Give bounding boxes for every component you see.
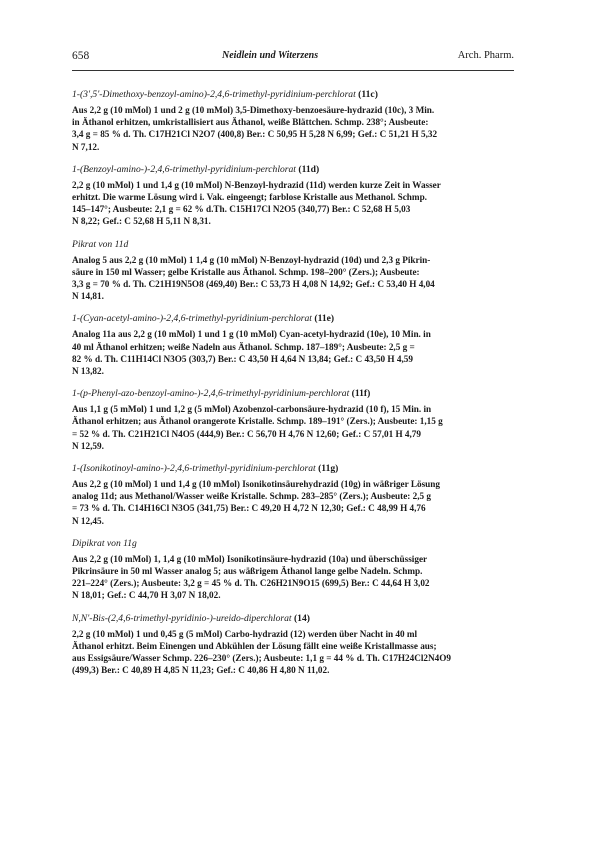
- compound-entry: [72, 388, 520, 452]
- text-line: N 8,22; Gef.: C 52,68 H 5,11 N 8,31.: [72, 216, 211, 227]
- entry-body: [72, 478, 520, 527]
- entry-body: [72, 254, 520, 303]
- text-line: 3,3 g = 70 % d. Th. C21H19N5O8 (469,40) Ber.: C 53,73 H 4,08 N 14,92; Gef.: C 53,40 H 4,04: [72, 279, 435, 290]
- entry-body: [72, 403, 520, 452]
- text-line: (499,3) Ber.: C 40,89 H 4,85 N 11,23; Gef.: C 40,86 H 4,80 N 11,02.: [72, 665, 330, 676]
- compound-id: (11c): [358, 89, 378, 100]
- experimental-section: [72, 89, 520, 688]
- text-line: Analog 11a aus 2,2 g (10 mMol) 1 und 1 g (10 mMol) Cyan-acetyl-hydrazid (10e), 10 Min. in: [72, 329, 431, 340]
- compound-id: (11f): [351, 388, 371, 400]
- text-line: erhitzt. Die warme Lösung wird i. Vak. eingeengt; farblose Kristalle aus Methanol. Schmp.: [72, 192, 427, 203]
- entry-title: [72, 239, 520, 251]
- compound-entry: [72, 164, 520, 228]
- compound-id: (11e): [314, 313, 335, 325]
- entry-body: [72, 179, 520, 228]
- text-line: 221–224° (Zers.); Ausbeute: 3,2 g = 45 % d. Th. C26H21N9O15 (699,5) Ber.: C 44,64 H 3,02: [72, 578, 430, 589]
- text-line: N 12,59.: [72, 440, 104, 451]
- entry-title: [72, 313, 520, 325]
- text-line: Aus 2,2 g (10 mMol) 1 und 1,4 g (10 mMol) Isonikotinsäurehydrazid (10g) in wäßriger Lösung: [72, 479, 440, 490]
- entry-title: [72, 613, 520, 625]
- compound-name: 1-(p-Phenyl-azo-benzoyl-amino-)-2,4,6-trimethyl-pyridinium-perchlorat: [72, 388, 350, 400]
- compound-name: Dipikrat von 11g: [72, 537, 137, 549]
- compound-name: N,N'-Bis-(2,4,6-trimethyl-pyridinio-)-ureido-diperchlorat: [72, 612, 292, 624]
- entry-body: [72, 553, 520, 602]
- text-line: 82 % d. Th. C11H14Cl N3O5 (303,7) Ber.: C 43,50 H 4,64 N 13,84; Gef.: C 43,50 H 4,59: [72, 353, 413, 364]
- page-number: 658: [72, 50, 90, 62]
- journal-name: Arch. Pharm.: [457, 50, 514, 61]
- compound-id: (14): [293, 612, 310, 624]
- entry-body: [72, 328, 520, 377]
- text-line: = 73 % d. Th. C14H16Cl N3O5 (341,75) Ber.: C 49,20 H 4,72 N 12,30; Gef.: C 48,99 H 4,76: [72, 503, 426, 514]
- text-line: N 12,45.: [72, 515, 104, 526]
- entry-body: [72, 104, 520, 153]
- text-line: Äthanol erhitzt. Beim Einengen und Abkühlen der Lösung fällt eine weiße Kristallmasse aus;: [72, 640, 437, 651]
- text-line: 2,2 g (10 mMol) 1 und 0,45 g (5 mMol) Carbo-hydrazid (12) werden über Nacht in 40 ml: [72, 628, 418, 639]
- text-line: N 18,01; Gef.: C 44,70 H 3,07 N 18,02.: [72, 590, 221, 601]
- text-line: Äthanol erhitzen; aus Äthanol orangerote Kristalle. Schmp. 189–191° (Zers.); Ausbeute: 1,15 g: [72, 416, 443, 427]
- compound-entry: [72, 313, 520, 377]
- text-line: 3,4 g = 85 % d. Th. C17H21Cl N2O7 (400,8) Ber.: C 50,95 H 5,28 N 6,99; Gef.: C 51,21 H 5,32: [72, 129, 438, 140]
- text-line: Aus 2,2 g (10 mMol) 1 und 2 g (10 mMol) 3,5-Dimethoxy-benzoesäure-hydrazid (10c), 3 Min.: [72, 105, 435, 115]
- text-line: 145–147°; Ausbeute: 2,1 g = 62 % d.Th. C15H17Cl N2O5 (340,77) Ber.: C 52,68 H 5,03: [72, 204, 411, 215]
- text-line: N 13,82.: [72, 366, 104, 377]
- text-line: Pikrinsäure in 50 ml Wasser analog 5; aus wäßrigem Äthanol lange gelbe Nadeln. Schmp.: [72, 566, 423, 577]
- compound-name: Pikrat von 11d: [72, 238, 129, 250]
- page-header: [72, 50, 514, 72]
- compound-name: 1-(Benzoyl-amino-)-2,4,6-trimethyl-pyridinium-perchlorat: [72, 163, 296, 175]
- compound-entry: [72, 89, 520, 153]
- compound-id: (11d): [298, 163, 320, 175]
- compound-entry: [72, 239, 520, 303]
- compound-name: 1-(Cyan-acetyl-amino-)-2,4,6-trimethyl-pyridinium-perchlorat: [72, 313, 312, 325]
- entry-title: [72, 164, 520, 176]
- text-line: analog 11d; aus Methanol/Wasser weiße Kristalle. Schmp. 283–285° (Zers.); Ausbeute: 2,5 g: [72, 491, 432, 502]
- running-head: Neidlein und Witerzens: [222, 50, 319, 61]
- text-line: N 14,81.: [72, 291, 104, 302]
- text-line: Analog 5 aus 2,2 g (10 mMol) 1 1,4 g (10 mMol) N-Benzoyl-hydrazid (10d) und 2,3 g Pikrin-: [72, 254, 431, 265]
- entry-title: [72, 463, 520, 475]
- compound-name: 1-(Isonikotinoyl-amino-)-2,4,6-trimethyl-pyridinium-perchlorat: [72, 463, 316, 475]
- entry-title: [72, 89, 520, 101]
- text-line: = 52 % d. Th. C21H21Cl N4O5 (444,9) Ber.: C 56,70 H 4,76 N 12,60; Gef.: C 57,01 H 4,79: [72, 428, 421, 439]
- entry-title: [72, 388, 520, 400]
- compound-id: (11g): [318, 463, 339, 475]
- text-line: N 7,12.: [72, 141, 100, 152]
- header-rule: [72, 70, 514, 71]
- text-line: säure in 150 ml Wasser; gelbe Kristalle aus Äthanol. Schmp. 198–200° (Zers.); Ausbeute:: [72, 266, 420, 277]
- entry-body: [72, 628, 520, 677]
- entry-title: [72, 538, 520, 550]
- text-line: 40 ml Äthanol erhitzen; weiße Nadeln aus Äthanol. Schmp. 187–189°; Ausbeute: 2,5 g =: [72, 341, 415, 352]
- compound-entry: [72, 538, 520, 602]
- text-line: Aus 2,2 g (10 mMol) 1, 1,4 g (10 mMol) Isonikotinsäure-hydrazid (10a) und überschüssiger: [72, 553, 428, 564]
- text-line: aus Essigsäure/Wasser Schmp. 226–230° (Zers.); Ausbeute: 1,1 g = 44 % d. Th. C17H24Cl2N4O9: [72, 653, 451, 664]
- text-line: in Äthanol erhitzen, umkristallisiert aus Äthanol, weiße Blättchen. Schmp. 238°; Ausbeute:: [72, 117, 429, 128]
- text-line: Aus 1,1 g (5 mMol) 1 und 1,2 g (5 mMol) Azobenzol-carbonsäure-hydrazid (10 f), 15 Min. in: [72, 404, 432, 415]
- compound-name: 1-(3',5'-Dimethoxy-benzoyl-amino)-2,4,6-trimethyl-pyridinium-perchlorat: [72, 89, 356, 100]
- text-line: 2,2 g (10 mMol) 1 und 1,4 g (10 mMol) N-Benzoyl-hydrazid (11d) werden kurze Zeit in Wasser: [72, 179, 441, 190]
- compound-entry: [72, 613, 520, 677]
- compound-entry: [72, 463, 520, 527]
